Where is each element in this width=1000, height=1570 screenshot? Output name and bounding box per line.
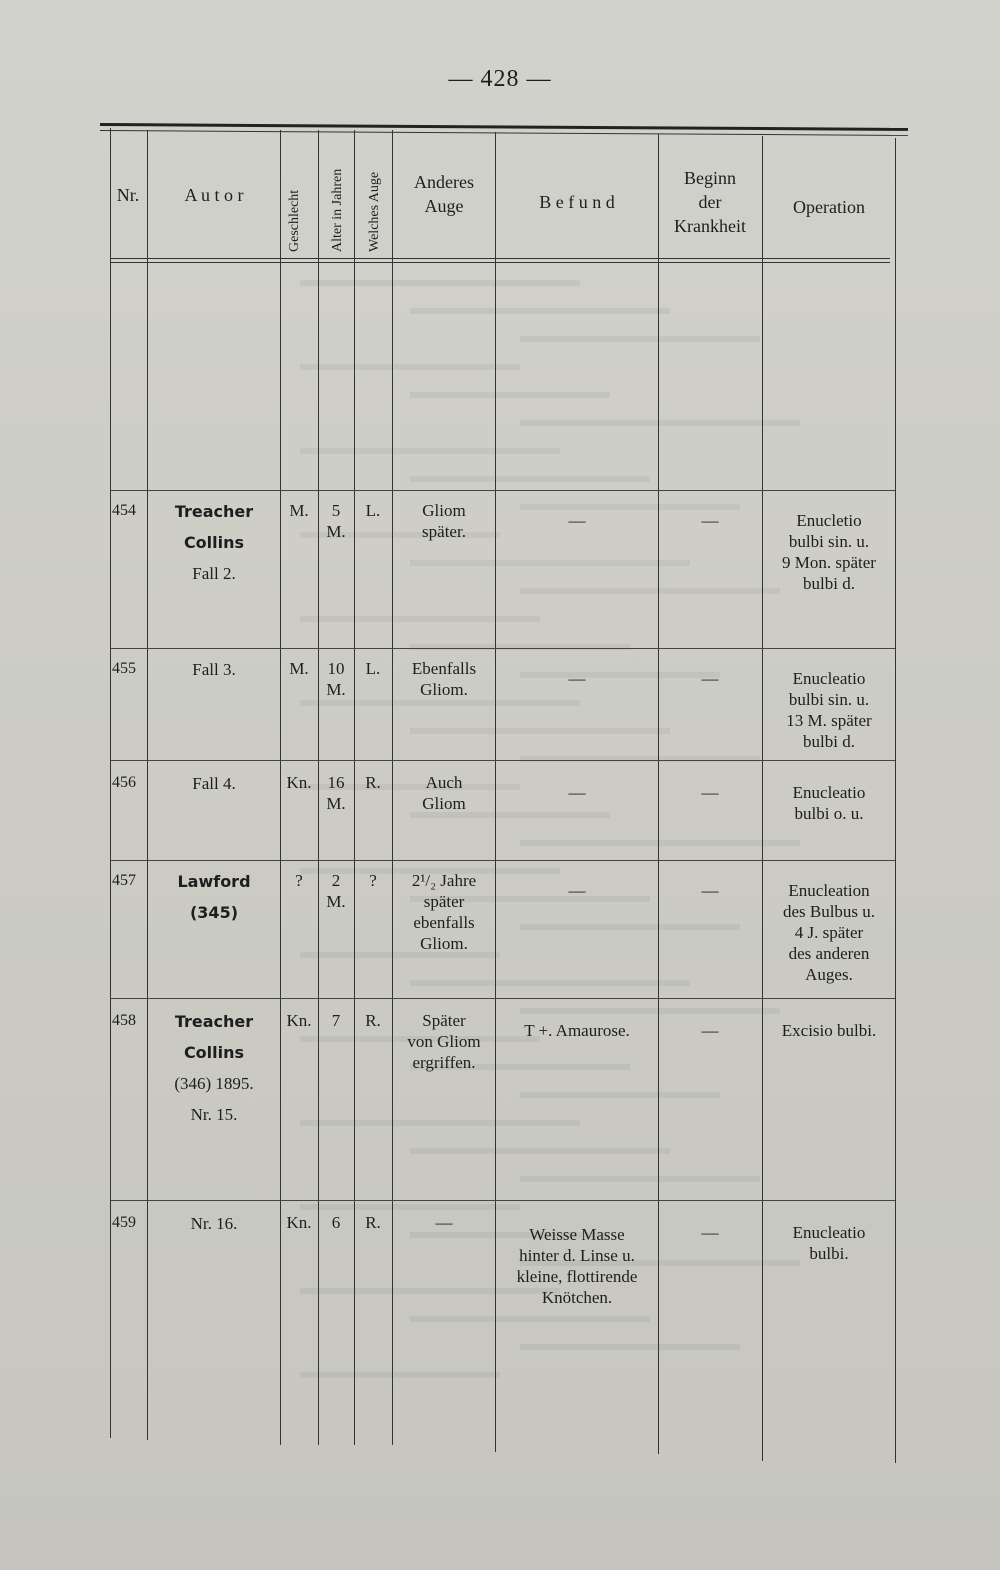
cell-geschlecht <box>282 500 316 521</box>
cell-beginn-line: — <box>701 881 719 900</box>
column-line-beginn <box>762 136 763 1461</box>
row-separator <box>110 860 895 861</box>
bleed-through-stroke <box>520 1176 760 1182</box>
cell-beginn-line: — <box>701 783 719 802</box>
header-beginn-line2: der <box>698 192 722 212</box>
cell-anderes-auge-line: Später <box>422 1011 466 1030</box>
cell-nr <box>112 772 146 793</box>
cell-nr <box>112 500 146 521</box>
bleed-through-stroke <box>410 644 630 650</box>
cell-anderes-auge-line: Gliom <box>422 501 466 520</box>
cell-befund <box>497 668 657 689</box>
cell-alter-line: 2 <box>331 871 341 890</box>
cell-anderes-auge-line: ergriffen. <box>412 1053 476 1072</box>
cell-geschlecht <box>282 870 316 891</box>
cell-autor-line: Collins <box>183 533 245 552</box>
row-separator <box>110 998 895 999</box>
bleed-through-stroke <box>520 1344 740 1350</box>
column-line-nr <box>147 130 148 1440</box>
cell-beginn <box>660 668 760 689</box>
cell-anderes-auge <box>394 870 494 954</box>
row-separator <box>110 760 895 761</box>
cell-alter <box>319 500 353 542</box>
column-line-autor <box>280 130 281 1445</box>
cell-beginn <box>660 880 760 901</box>
cell-alter <box>319 658 353 700</box>
cell-operation-line: des anderen <box>788 944 870 963</box>
header-anderes-auge <box>394 170 494 218</box>
cell-nr <box>112 1010 146 1031</box>
cell-anderes-auge-line: später <box>423 892 465 911</box>
cell-welches-auge-line: R. <box>365 773 381 792</box>
column-line-anderes <box>495 132 496 1452</box>
bleed-through-stroke <box>410 392 610 398</box>
table-top-rule <box>100 123 908 131</box>
cell-beginn-line: — <box>701 669 719 688</box>
cell-autor-line: (345) <box>189 903 239 922</box>
cell-geschlecht-line: M. <box>289 659 309 678</box>
cell-operation <box>764 1020 894 1041</box>
bleed-through-stroke <box>520 588 780 594</box>
cell-befund-line: Weisse Masse <box>529 1225 625 1244</box>
cell-autor-line: Collins <box>183 1043 245 1062</box>
table-top-rule-thin <box>100 130 908 136</box>
cell-autor <box>150 866 278 928</box>
cell-welches-auge-line: ? <box>369 871 377 890</box>
cell-alter-line: 7 <box>331 1011 341 1030</box>
cell-alter <box>319 772 353 814</box>
cell-operation-line: bulbi d. <box>803 574 855 593</box>
cell-befund <box>497 1020 657 1041</box>
cell-operation-line: Enucleatio <box>792 783 866 802</box>
cell-welches-auge-line: R. <box>365 1213 381 1232</box>
cell-alter-line: 5 <box>331 501 341 520</box>
cell-welches-auge <box>355 772 391 793</box>
header-anderes-auge-line2: Auge <box>424 196 464 216</box>
bleed-through-stroke <box>410 980 690 986</box>
bleed-through-stroke <box>300 364 520 370</box>
header-nr: Nr. <box>116 185 140 205</box>
cell-nr <box>112 1212 146 1233</box>
row-separator <box>110 648 895 649</box>
cell-geschlecht <box>282 772 316 793</box>
cell-alter <box>319 870 353 912</box>
bleed-through-stroke <box>520 756 760 762</box>
header-autor: A u t o r <box>184 185 244 205</box>
cell-operation <box>764 1222 894 1264</box>
bleed-through-stroke <box>520 924 740 930</box>
cell-welches-auge-line: L. <box>365 501 381 520</box>
cell-nr-line: 455 <box>112 660 136 677</box>
cell-geschlecht <box>282 658 316 679</box>
cell-befund <box>497 1224 657 1308</box>
cell-welches-auge <box>355 870 391 891</box>
cell-anderes-auge <box>394 658 494 700</box>
bleed-through-stroke <box>300 280 580 286</box>
bleed-through-stroke <box>410 476 650 482</box>
cell-operation-line: des Bulbus u. <box>782 902 876 921</box>
cell-befund-line: — <box>568 669 586 688</box>
header-alter: Alter in Jahren <box>330 168 345 252</box>
header-beginn-line3: Krankheit <box>674 216 746 236</box>
cell-beginn <box>660 782 760 803</box>
cell-autor-line: Treacher <box>174 1012 254 1031</box>
cell-operation-line: Enucleatio <box>792 1223 866 1242</box>
cell-alter-line: M. <box>326 794 346 813</box>
bleed-through-stroke <box>520 336 760 342</box>
header-befund: B e f u n d <box>539 192 615 212</box>
cell-anderes-auge-line: später. <box>422 522 466 541</box>
cell-autor-line: Treacher <box>174 502 254 521</box>
cell-autor-line: Fall 2. <box>192 564 236 583</box>
column-line-left <box>110 128 111 1438</box>
cell-nr-line: 458 <box>112 1012 136 1029</box>
cell-befund-line: Knötchen. <box>541 1288 613 1307</box>
cell-operation <box>764 782 894 824</box>
cell-autor <box>150 654 278 685</box>
cell-beginn <box>660 510 760 531</box>
cell-alter-line: 10 <box>327 659 345 678</box>
bleed-through-stroke <box>520 840 800 846</box>
cell-anderes-auge-line: Gliom. <box>420 934 468 953</box>
cell-anderes-auge-line: Ebenfalls <box>411 659 477 678</box>
cell-befund-line: — <box>568 783 586 802</box>
cell-autor-line: Fall 3. <box>192 660 236 679</box>
column-line-right <box>895 138 896 1463</box>
cell-operation-line: 13 M. später <box>786 711 872 730</box>
cell-operation-line: Excisio bulbi. <box>781 1021 877 1040</box>
cell-befund-line: hinter d. Linse u. <box>519 1246 635 1265</box>
cell-nr-line: 459 <box>112 1214 136 1231</box>
cell-alter-line: 6 <box>331 1213 341 1232</box>
cell-autor-line: Fall 4. <box>192 774 236 793</box>
cell-operation-line: bulbi d. <box>803 732 855 751</box>
cell-welches-auge <box>355 658 391 679</box>
bleed-through-stroke <box>300 1120 580 1126</box>
cell-operation-line: bulbi. <box>809 1244 849 1263</box>
header-anderes-auge-line1: Anderes <box>414 172 474 192</box>
cell-autor-line: Nr. 15. <box>190 1105 238 1124</box>
bleed-through-stroke <box>300 1372 500 1378</box>
cell-autor <box>150 768 278 799</box>
cell-anderes-auge-line: — <box>435 1213 453 1232</box>
cell-geschlecht-line: M. <box>289 501 309 520</box>
cell-anderes-auge <box>394 772 494 814</box>
cell-operation-line: Enucleatio <box>792 669 866 688</box>
cell-beginn <box>660 1020 760 1041</box>
cell-welches-auge <box>355 1010 391 1031</box>
header-bottom-rule-thin <box>110 262 890 263</box>
row-separator <box>110 1200 895 1201</box>
cell-autor <box>150 1006 278 1130</box>
cell-alter <box>319 1212 353 1233</box>
cell-operation-line: bulbi o. u. <box>794 804 864 823</box>
cell-anderes-auge <box>394 1212 494 1233</box>
cell-geschlecht-line: Kn. <box>286 1011 312 1030</box>
header-operation: Operation <box>793 197 865 217</box>
cell-beginn-line: — <box>701 1021 719 1040</box>
bleed-through-stroke <box>410 560 690 566</box>
cell-anderes-auge-line: Auch <box>425 773 463 792</box>
page-number: — 428 — <box>448 66 552 92</box>
cell-beginn-line: — <box>701 511 719 530</box>
cell-geschlecht <box>282 1212 316 1233</box>
cell-operation-line: Auges. <box>805 965 853 984</box>
cell-operation-line: bulbi sin. u. <box>788 690 870 709</box>
cell-befund-line: T +. Amaurose. <box>524 1021 630 1040</box>
header-beginn-line1: Beginn <box>684 168 736 188</box>
header-beginn <box>660 166 760 238</box>
cell-anderes-auge-line: 2¹/₂ Jahre <box>411 871 477 890</box>
bleed-through-stroke <box>300 616 540 622</box>
cell-anderes-auge <box>394 1010 494 1073</box>
cell-beginn <box>660 1222 760 1243</box>
cell-autor-line: (346) 1895. <box>174 1074 254 1093</box>
cell-operation <box>764 880 894 985</box>
cell-alter-line: M. <box>326 892 346 911</box>
cell-geschlecht-line: Kn. <box>286 1213 312 1232</box>
cell-nr <box>112 658 146 679</box>
cell-geschlecht <box>282 1010 316 1031</box>
cell-autor-line: Lawford <box>177 872 251 891</box>
column-line-befund <box>658 134 659 1454</box>
header-bottom-rule <box>110 258 890 259</box>
cell-anderes-auge <box>394 500 494 542</box>
cell-anderes-auge-line: Gliom <box>422 794 466 813</box>
cell-operation-line: bulbi sin. u. <box>788 532 870 551</box>
cell-autor <box>150 1208 278 1239</box>
header-geschlecht: Geschlecht <box>287 189 302 252</box>
bleed-through-stroke <box>520 1008 780 1014</box>
row-separator <box>110 490 895 491</box>
cell-alter-line: 16 <box>327 773 345 792</box>
cell-nr <box>112 870 146 891</box>
bleed-through-stroke <box>410 1316 650 1322</box>
cell-anderes-auge-line: Gliom. <box>420 680 468 699</box>
cell-operation <box>764 510 894 594</box>
cell-geschlecht-line: ? <box>295 871 303 890</box>
cell-nr-line: 456 <box>112 774 136 791</box>
cell-welches-auge <box>355 1212 391 1233</box>
cell-welches-auge <box>355 500 391 521</box>
bleed-through-stroke <box>300 1204 520 1210</box>
cell-autor <box>150 496 278 589</box>
cell-welches-auge-line: R. <box>365 1011 381 1030</box>
bleed-through-stroke <box>520 420 800 426</box>
cell-beginn-line: — <box>701 1223 719 1242</box>
cell-befund <box>497 782 657 803</box>
cell-alter-line: M. <box>326 522 346 541</box>
cell-operation <box>764 668 894 752</box>
cell-nr-line: 454 <box>112 502 136 519</box>
cell-autor-line: Nr. 16. <box>190 1214 238 1233</box>
cell-befund <box>497 510 657 531</box>
cell-alter-line: M. <box>326 680 346 699</box>
cell-geschlecht-line: Kn. <box>286 773 312 792</box>
cell-operation-line: Enucleation <box>788 881 870 900</box>
cell-operation-line: 9 Mon. später <box>782 553 876 572</box>
cell-befund-line: — <box>568 511 586 530</box>
cell-operation-line: Enucletio <box>796 511 862 530</box>
bleed-through-stroke <box>410 308 670 314</box>
header-welches-auge: Welches Auge <box>367 171 382 252</box>
cell-operation-line: 4 J. später <box>794 923 864 942</box>
bleed-through-stroke <box>300 448 560 454</box>
cell-befund-line: kleine, flottirende <box>516 1267 638 1286</box>
cell-anderes-auge-line: von Gliom <box>407 1032 481 1051</box>
cell-befund-line: — <box>568 881 586 900</box>
bleed-through-stroke <box>410 1148 670 1154</box>
cell-welches-auge-line: L. <box>365 659 381 678</box>
bleed-through-stroke <box>410 728 670 734</box>
cell-befund <box>497 880 657 901</box>
cell-nr-line: 457 <box>112 872 136 889</box>
bleed-through-stroke <box>520 1092 720 1098</box>
cell-alter <box>319 1010 353 1031</box>
bleed-through-stroke <box>300 700 580 706</box>
cell-anderes-auge-line: ebenfalls <box>413 913 475 932</box>
column-line-auge <box>392 130 393 1445</box>
